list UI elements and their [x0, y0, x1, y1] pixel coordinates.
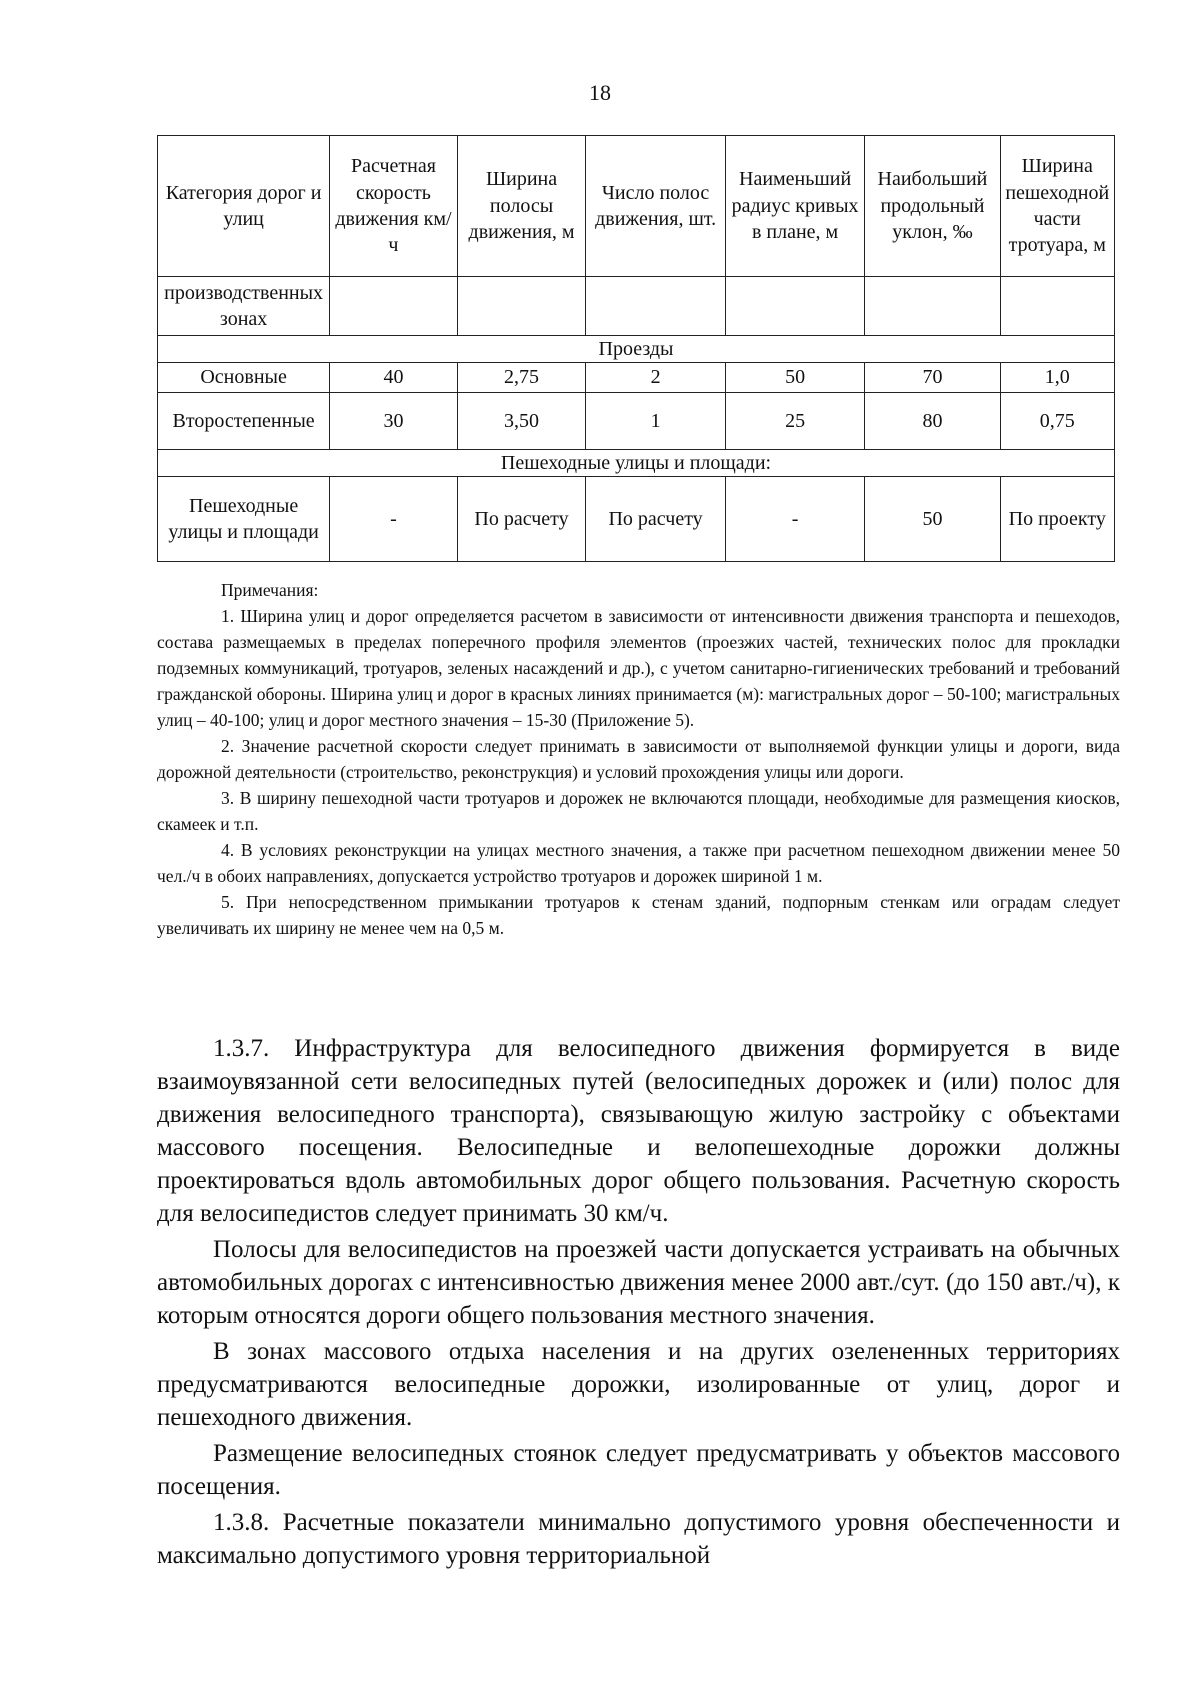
table-cell: Пешеходные улицы и площади	[158, 477, 330, 562]
table-cell: Второстепенные	[158, 392, 330, 449]
table-header-row	[158, 136, 1115, 277]
note-item: 5. При непосредственном примыкании тротуаров к стенам зданий, подпорным стенкам или оградам следует увеличивать их ширину не менее чем на 0,5 м.	[157, 892, 1120, 938]
section-row	[158, 336, 1115, 363]
table-row	[158, 363, 1115, 392]
paragraph-recreation-zones: В зонах массового отдыха населения и на других озелененных территориях предусматриваются велосипедные дорожки, изолированные от улиц, дорог и пешеходного движения.	[157, 1338, 1120, 1431]
table-row	[158, 277, 1115, 336]
note-item: 2. Значение расчетной скорости следует принимать в зависимости от выполняемой функции улицы и дороги, вида дорожной деятельности (строительство, реконструкция) и условий прохождения улицы или дороги.	[157, 736, 1120, 782]
table-cell: 80	[865, 392, 1000, 449]
section-heading-proezdy: Проезды	[158, 336, 1115, 363]
table-cell: 1,0	[1000, 363, 1114, 392]
note-item: 4. В условиях реконструкции на улицах местного значения, а также при расчетном пешеходном движении менее 50 чел./ч в обоих направлениях, допускается устройство тротуаров и дорожек шириной 1 м.	[157, 840, 1120, 886]
header-lane-count: Число полос движения, шт.	[586, 136, 726, 277]
paragraph-1-3-7: 1.3.7. Инфраструктура для велосипедного движения формируется в виде взаимоувязанной сети велосипедных путей (велосипедных дорожек и (или) полос для движения велосипедного транспорта), связывающую жилую застройку с объектами массового посещения. Велосипедные и велопешеходные дорожки должны проектироваться вдоль автомобильных дорог общего пользования. Расчетную скорость для велосипедистов следует принимать 30 км/ч.	[157, 1035, 1120, 1227]
table-cell: 30	[330, 392, 458, 449]
note-item: 3. В ширину пешеходной части тротуаров и дорожек не включаются площади, необходимые для размещения киосков, скамеек и т.п.	[157, 788, 1120, 834]
table-cell: 0,75	[1000, 392, 1114, 449]
table-row	[158, 392, 1115, 449]
table-cell: Основные	[158, 363, 330, 392]
header-lane-width: Ширина полосы движения, м	[457, 136, 586, 277]
table-cell	[865, 277, 1000, 336]
table-cell: 1	[586, 392, 726, 449]
table-cell: По проекту	[1000, 477, 1114, 562]
table-cell: По расчету	[586, 477, 726, 562]
paragraph-1-3-8: 1.3.8. Расчетные показатели минимально допустимого уровня обеспеченности и максимально допустимого уровня территориальной	[157, 1509, 1120, 1569]
body-text	[157, 1032, 1120, 1575]
table-cell: 50	[725, 363, 865, 392]
section-row	[158, 449, 1115, 476]
table-cell: По расчету	[457, 477, 586, 562]
table-cell: -	[330, 477, 458, 562]
table-cell: 2	[586, 363, 726, 392]
table-cell: 70	[865, 363, 1000, 392]
notes-title: Примечания:	[221, 580, 319, 600]
table-cell	[725, 277, 865, 336]
header-max-slope: Наибольший продольный уклон, ‰	[865, 136, 1000, 277]
table-notes	[157, 577, 1120, 941]
table-cell	[586, 277, 726, 336]
section-heading-pedestrian: Пешеходные улицы и площади:	[158, 449, 1115, 476]
table-cell	[330, 277, 458, 336]
page-number: 18	[589, 80, 611, 105]
header-category: Категория дорог и улиц	[158, 136, 330, 277]
table-cell: 3,50	[457, 392, 586, 449]
paragraph-bike-lanes: Полосы для велосипедистов на проезжей части допускается устраивать на обычных автомобильных дорогах с интенсивностью движения менее 2000 авт./сут. (до 150 авт./ч), к которым относятся дороги общего пользования местного значения.	[157, 1236, 1120, 1329]
note-item: 1. Ширина улиц и дорог определяется расчетом в зависимости от интенсивности движения транспорта и пешеходов, состава размещаемых в пределах поперечного профиля элементов (проезжих частей, технических полос для прокладки подземных коммуникаций, тротуаров, зеленых насаждений и др.), с учетом санитарно-гигиенических требований и требований гражданской обороны. Ширина улиц и дорог в красных линиях принимается (м): магистральных дорог – 50-100; магистральных улиц – 40-100; улиц и дорог местного значения – 15-30 (Приложение 5).	[157, 606, 1120, 730]
header-min-radius: Наименьший радиус кривых в плане, м	[725, 136, 865, 277]
table-cell	[1000, 277, 1114, 336]
table-cell	[457, 277, 586, 336]
table-cell: 40	[330, 363, 458, 392]
table-row	[158, 477, 1115, 562]
table-cell: 2,75	[457, 363, 586, 392]
table-cell: -	[725, 477, 865, 562]
table-cell: 50	[865, 477, 1000, 562]
header-sidewalk-width: Ширина пешеходной части тротуара, м	[1000, 136, 1114, 277]
table-cell: производственных зонах	[158, 277, 330, 336]
table-cell: 25	[725, 392, 865, 449]
header-speed: Расчетная скорость движения км/ч	[330, 136, 458, 277]
paragraph-bike-parking: Размещение велосипедных стоянок следует предусматривать у объектов массового посещения.	[157, 1440, 1120, 1500]
road-parameters-table	[157, 135, 1115, 562]
